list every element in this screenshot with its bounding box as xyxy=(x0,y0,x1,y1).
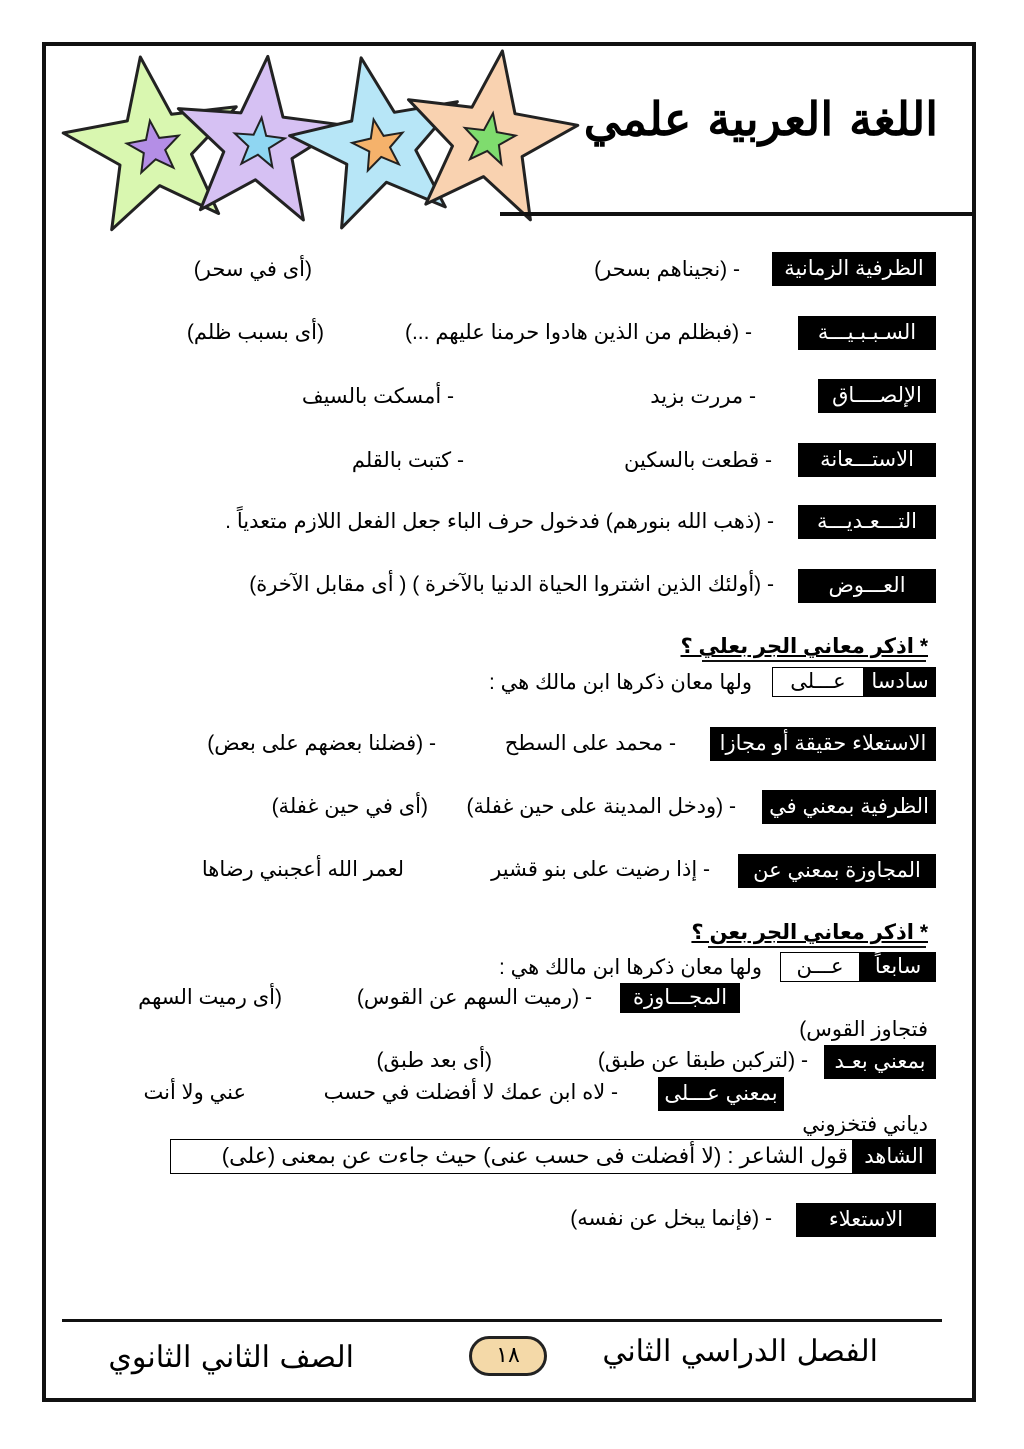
meaning-label: السـبـبـيـــة xyxy=(798,316,936,350)
meaning-example: - (لتركبن طبقا عن طبق) xyxy=(597,1049,808,1072)
meaning-note: (أى رميت السهم xyxy=(138,986,282,1009)
question-ala: * اذكر معاني الجر بعلي ؟ xyxy=(680,635,928,658)
meaning-example: - (نجيناهم بسحر) xyxy=(594,258,740,281)
star-icon xyxy=(409,51,578,220)
meaning-note: عني ولا أنت xyxy=(143,1081,246,1104)
meaning-label: الظرفية بمعني في xyxy=(762,790,936,824)
underline xyxy=(708,946,926,948)
meaning-note: لعمر الله أعجبني رضاها xyxy=(201,858,404,881)
number-label: سادسا xyxy=(864,667,936,697)
meaning-note: (أى في حين غفلة) xyxy=(271,795,428,818)
intro-text: ولها معان ذكرها ابن مالك هي : xyxy=(498,956,762,979)
meaning-note: (أى بعد طبق) xyxy=(376,1049,492,1072)
meaning-example: - (فإنما يبخل عن نفسه) xyxy=(570,1207,772,1230)
letter-box: عـــن xyxy=(780,952,860,982)
letter-box: عـــلى xyxy=(772,667,864,697)
meaning-label: بمعني بعـد xyxy=(824,1045,936,1079)
underline xyxy=(702,660,926,662)
stars-decoration xyxy=(44,48,584,238)
page-title: اللغة العربية علمي xyxy=(583,92,938,146)
meaning-label: بمعني عـــلى xyxy=(658,1077,784,1111)
meaning-label: الإلصــــاق xyxy=(818,379,936,413)
meaning-example: - قطعت بالسكين xyxy=(624,449,772,472)
meaning-label: الاستعلاء xyxy=(796,1203,936,1237)
meaning-label: الاستعلاء حقيقة أو مجازا xyxy=(710,727,936,761)
question-an: * اذكر معاني الجر بعن ؟ xyxy=(691,921,928,944)
meaning-note: - كتبت بالقلم xyxy=(351,449,464,472)
meaning-note-cont: فتجاوز القوس) xyxy=(799,1018,928,1041)
meaning-example: - (أولئك الذين اشتروا الحياة الدنيا بالآخرة ) ( أى مقابل الآخرة) xyxy=(249,573,774,596)
meaning-example: - (ذهب الله بنورهم) فدخول حرف الباء جعل الفعل اللازم متعدياً . xyxy=(225,510,774,533)
page-number: ١٨ xyxy=(469,1336,547,1376)
meaning-example: - (ودخل المدينة على حين غفلة) xyxy=(466,795,736,818)
meaning-note: - أمسكت بالسيف xyxy=(301,385,454,408)
meaning-example: - إذا رضيت على بنو قشير xyxy=(491,858,710,881)
meaning-example: - (رميت السهم عن القوس) xyxy=(356,986,592,1009)
footer-divider xyxy=(62,1319,942,1322)
meaning-label: العـــوض xyxy=(798,569,936,603)
meaning-label: المجاوزة بمعني عن xyxy=(738,854,936,888)
intro-text: ولها معان ذكرها ابن مالك هي : xyxy=(488,671,752,694)
meaning-note-cont: دياني فتخزوني xyxy=(802,1113,928,1136)
header-divider xyxy=(500,212,976,216)
meaning-example: - لاه ابن عمك لا أفضلت في حسب xyxy=(323,1081,618,1104)
meaning-note: (أى في سحر) xyxy=(193,258,312,281)
shahid-label: الشاهد xyxy=(852,1140,936,1173)
meaning-label: المجـــاوزة xyxy=(620,983,740,1013)
meaning-label: الاستـــعانة xyxy=(798,443,936,477)
shahid-text: قول الشاعر : (لا أفضلت فى حسب عنى) حيث جاءت عن بمعنى (على) xyxy=(221,1143,848,1168)
meaning-example: - (فبظلم من الذين هادوا حرمنا عليهم ...) xyxy=(404,321,752,344)
grade-label: الصف الثاني الثانوي xyxy=(108,1340,354,1375)
meaning-label: التـــعـديـــة xyxy=(798,505,936,539)
meaning-label: الظرفية الزمانية xyxy=(772,252,936,286)
meaning-example: - محمد على السطح xyxy=(504,732,676,755)
page-frame xyxy=(42,42,976,1402)
meaning-example: - مررت بزيد xyxy=(650,385,756,408)
meaning-note: - (فضلنا بعضهم على بعض) xyxy=(207,732,436,755)
semester-label: الفصل الدراسي الثاني xyxy=(602,1334,878,1369)
number-label: سابعاً xyxy=(860,952,936,982)
meaning-note: (أى بسبب ظلم) xyxy=(186,321,324,344)
